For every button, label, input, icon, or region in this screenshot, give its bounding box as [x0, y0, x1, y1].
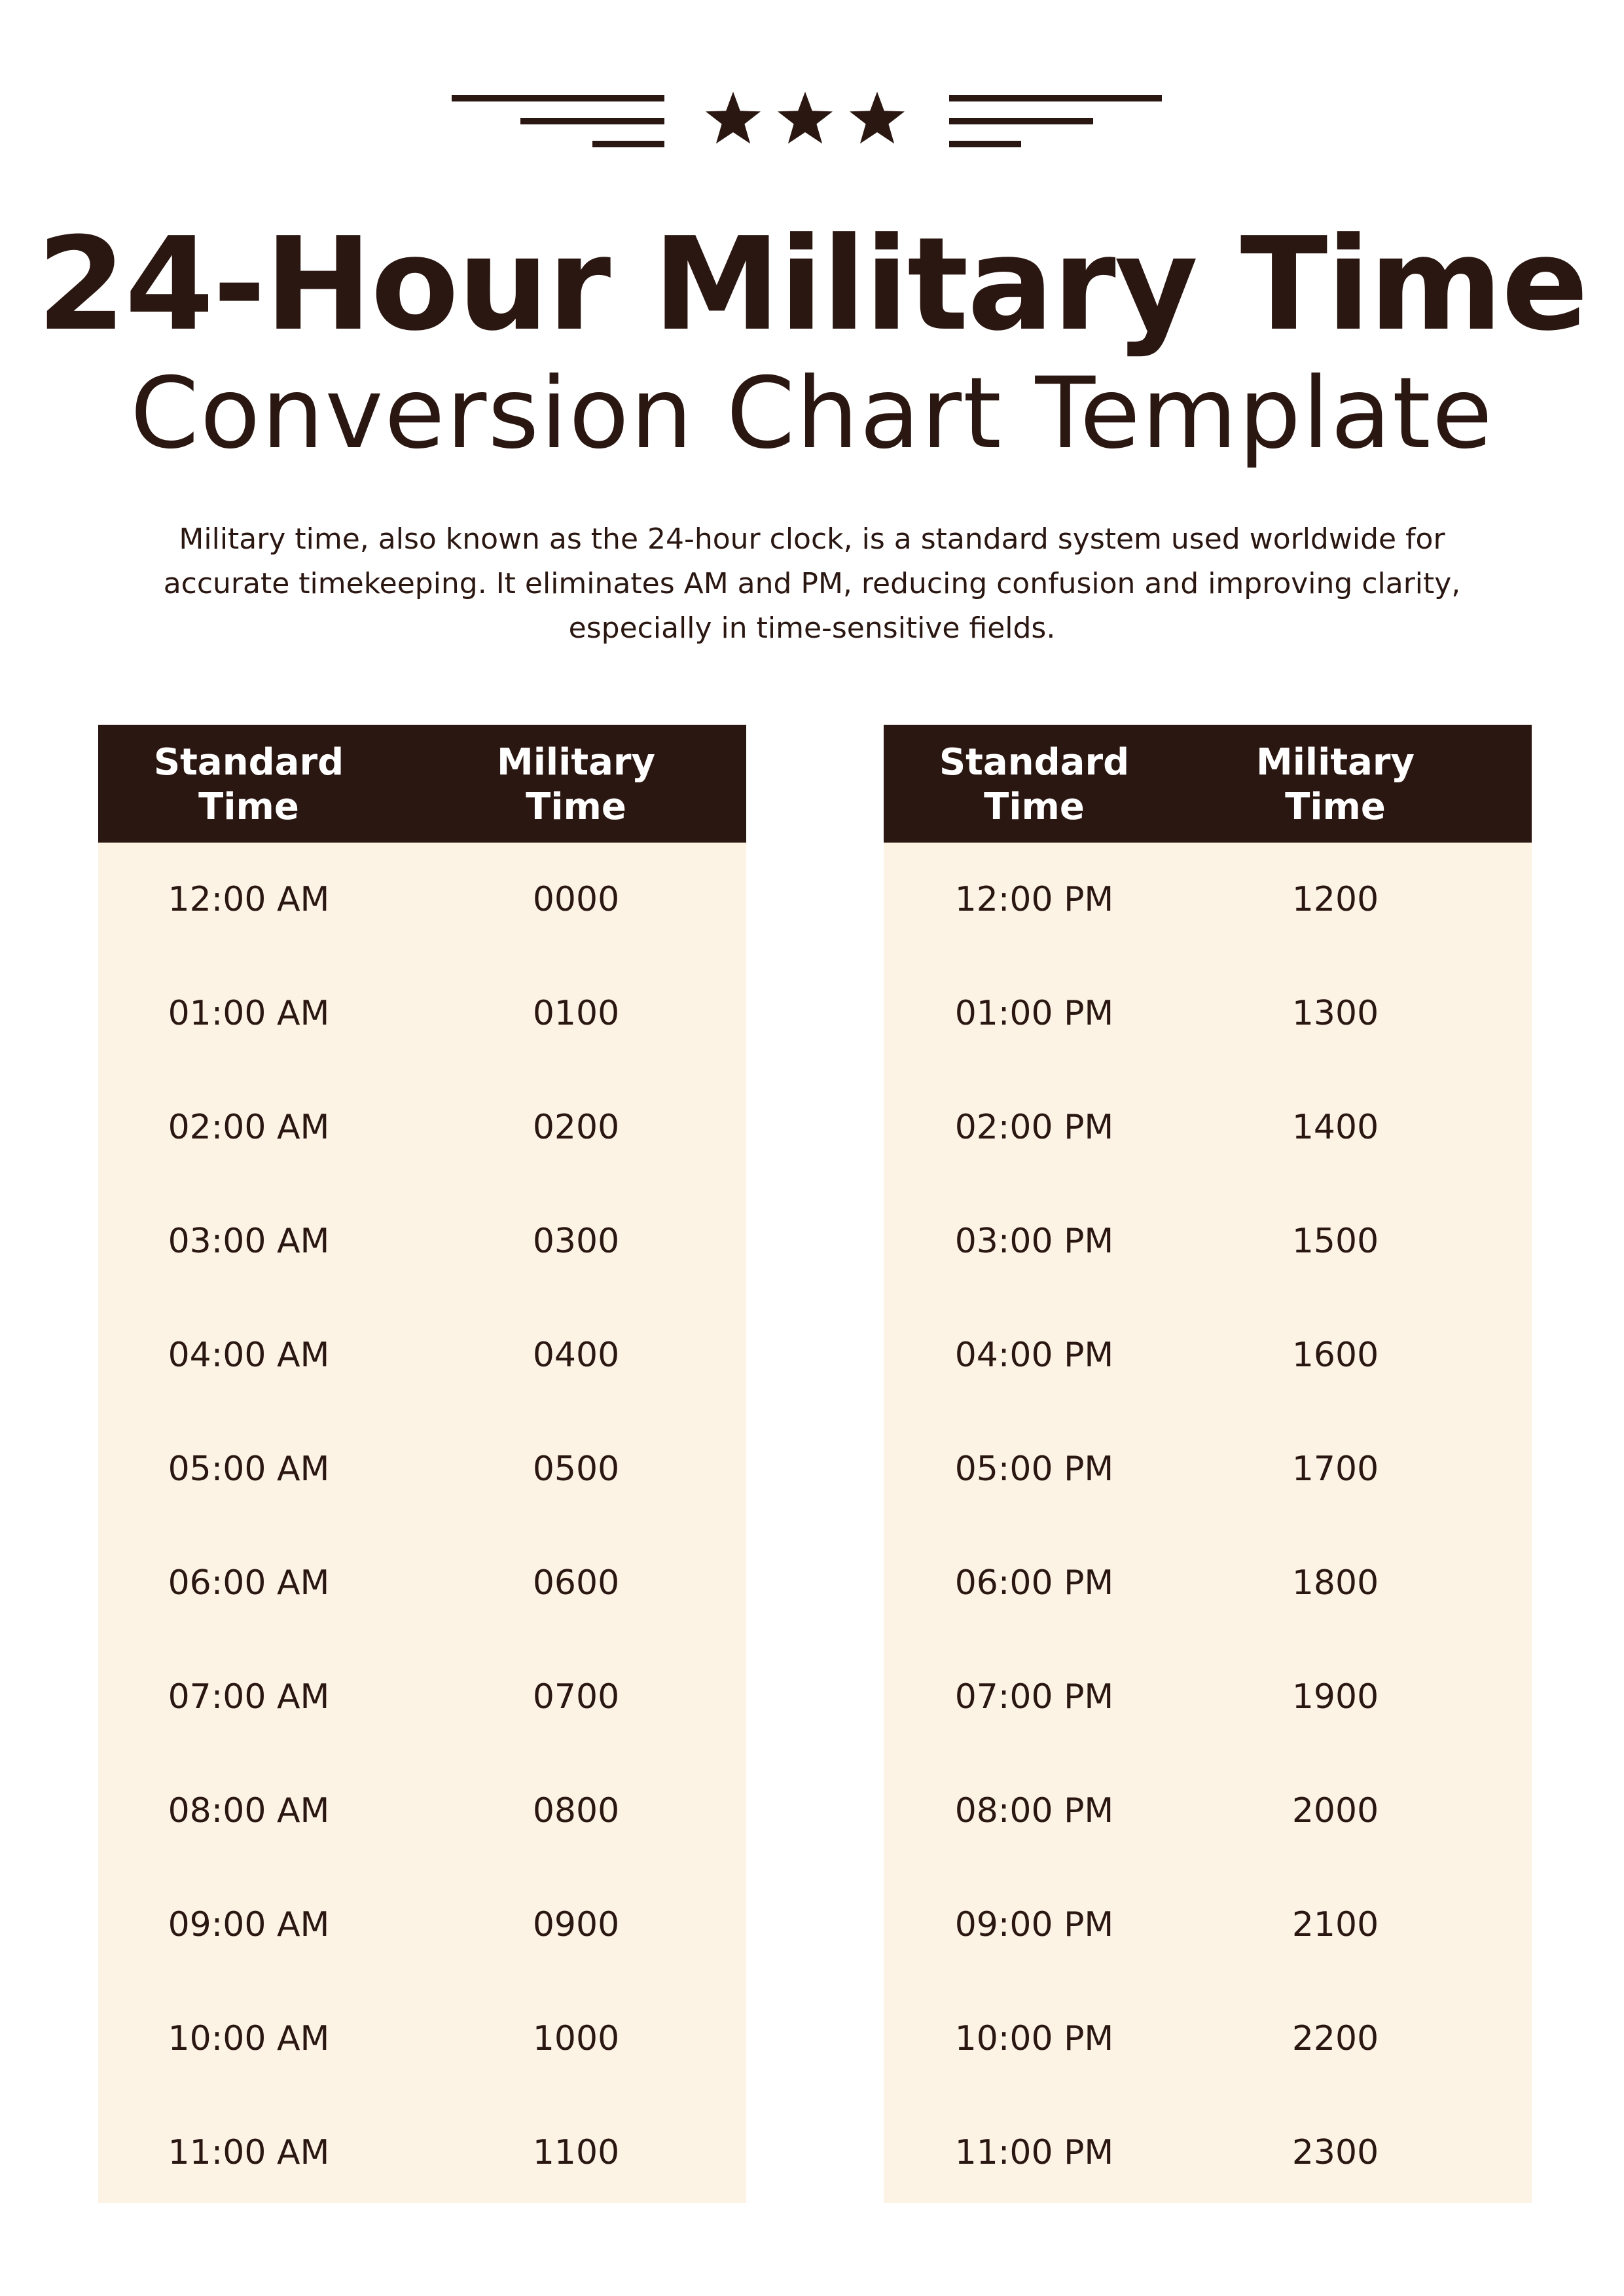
- table-row: [98, 843, 746, 957]
- table-row: [884, 2096, 1532, 2210]
- table-row: [98, 1070, 746, 1184]
- military-time-cell: 0900: [532, 1905, 620, 1944]
- table-row: [98, 1298, 746, 1412]
- table-row: [884, 1184, 1532, 1298]
- header-standard-line1: Standard: [153, 741, 344, 784]
- standard-time-cell: 11:00 PM: [954, 2133, 1114, 2172]
- header-standard-time: [903, 739, 1165, 831]
- star-icon: [850, 92, 905, 143]
- intro-paragraph: Military time, also known as the 24-hour clock, is a standard system used worldwide for accurate timekeeping. It eliminates AM and PM, reducing confusion and improving clarity, especially in time-sensitive fields.: [163, 522, 1461, 645]
- header-standard-line2: Time: [984, 786, 1085, 828]
- header-military-line1: Military: [497, 741, 655, 784]
- header-military-line2: Time: [1285, 786, 1386, 828]
- table-header: [884, 725, 1532, 843]
- standard-time-cell: 04:00 AM: [168, 1336, 330, 1375]
- table-row: [98, 1412, 746, 1526]
- military-time-cell: 1400: [1291, 1108, 1379, 1147]
- standard-time-cell: 11:00 AM: [168, 2133, 330, 2172]
- table-row: [884, 1982, 1532, 2096]
- military-time-cell: 1200: [1291, 880, 1379, 919]
- standard-time-cell: 10:00 PM: [954, 2019, 1114, 2058]
- military-time-cell: 1700: [1291, 1449, 1379, 1489]
- military-time-cell: 1500: [1291, 1222, 1379, 1261]
- table-row: [98, 1184, 746, 1298]
- table-row: [98, 2096, 746, 2210]
- standard-time-cell: 05:00 PM: [954, 1449, 1114, 1489]
- table-body: [884, 843, 1532, 2210]
- table-row: [884, 1526, 1532, 1640]
- standard-time-cell: 05:00 AM: [168, 1449, 330, 1489]
- table-row: [884, 1754, 1532, 1868]
- military-time-cell: 0100: [532, 994, 620, 1033]
- standard-time-cell: 04:00 PM: [954, 1336, 1114, 1375]
- standard-time-cell: 03:00 AM: [168, 1222, 330, 1261]
- table-row: [98, 1868, 746, 1982]
- military-time-cell: 1600: [1291, 1336, 1379, 1375]
- military-time-cell: 2200: [1291, 2019, 1379, 2058]
- military-time-cell: 0700: [532, 1677, 620, 1717]
- header-military-line1: Military: [1256, 741, 1415, 784]
- table-row: [884, 1868, 1532, 1982]
- table-row: [98, 957, 746, 1070]
- military-time-cell: 0200: [532, 1108, 620, 1147]
- standard-time-cell: 06:00 PM: [954, 1563, 1114, 1603]
- military-time-cell: 1800: [1291, 1563, 1379, 1603]
- standard-time-cell: 02:00 AM: [168, 1108, 330, 1147]
- standard-time-cell: 12:00 PM: [954, 880, 1114, 919]
- header-standard-line2: Time: [198, 786, 299, 828]
- table-header: [98, 725, 746, 843]
- standard-time-cell: 03:00 PM: [954, 1222, 1114, 1261]
- ornament-line-left-middle: [520, 118, 664, 124]
- header-military-line2: Time: [526, 786, 626, 828]
- table-row: [98, 1982, 746, 2096]
- military-time-cell: 2100: [1291, 1905, 1379, 1944]
- table-body: [98, 843, 746, 2210]
- table-row: [884, 1640, 1532, 1754]
- am-conversion-table: [98, 725, 746, 2203]
- table-row: [98, 1526, 746, 1640]
- military-time-cell: 1300: [1291, 994, 1379, 1033]
- standard-time-cell: 09:00 PM: [954, 1905, 1114, 1944]
- standard-time-cell: 01:00 AM: [168, 994, 330, 1033]
- header-military-time: [1198, 739, 1473, 831]
- table-row: [98, 1640, 746, 1754]
- standard-time-cell: 06:00 AM: [168, 1563, 330, 1603]
- military-time-cell: 1100: [532, 2133, 620, 2172]
- header-military-time: [445, 739, 707, 831]
- military-time-cell: 1000: [532, 2019, 620, 2058]
- military-time-cell: 0800: [532, 1791, 620, 1831]
- standard-time-cell: 02:00 PM: [954, 1108, 1114, 1147]
- header-ornament: [0, 0, 1624, 170]
- military-time-cell: 2000: [1291, 1791, 1379, 1831]
- ornament-line-left-bottom: [592, 141, 664, 147]
- table-row: [884, 957, 1532, 1070]
- standard-time-cell: 08:00 AM: [168, 1791, 330, 1831]
- page-subtitle: Conversion Chart Template: [130, 357, 1494, 471]
- page-title: 24-Hour Military Time: [37, 210, 1587, 359]
- military-time-cell: 0400: [532, 1336, 620, 1375]
- military-time-cell: 0000: [532, 880, 620, 919]
- military-time-cell: 1900: [1291, 1677, 1379, 1717]
- military-time-cell: 0600: [532, 1563, 620, 1603]
- standard-time-cell: 08:00 PM: [954, 1791, 1114, 1831]
- table-row: [98, 1754, 746, 1868]
- military-time-cell: 0500: [532, 1449, 620, 1489]
- standard-time-cell: 01:00 PM: [954, 994, 1114, 1033]
- standard-time-cell: 10:00 AM: [168, 2019, 330, 2058]
- table-row: [884, 1070, 1532, 1184]
- standard-time-cell: 07:00 PM: [954, 1677, 1114, 1717]
- star-icon: [706, 92, 761, 143]
- ornament-line-right-top: [949, 95, 1162, 101]
- ornament-line-left-top: [452, 95, 664, 101]
- header-standard-line1: Standard: [939, 741, 1130, 784]
- standard-time-cell: 09:00 AM: [168, 1905, 330, 1944]
- table-row: [884, 1298, 1532, 1412]
- ornament-line-right-middle: [949, 118, 1093, 124]
- military-time-cell: 0300: [532, 1222, 620, 1261]
- pm-conversion-table: [884, 725, 1532, 2203]
- table-row: [884, 1412, 1532, 1526]
- header-standard-time: [118, 739, 380, 831]
- ornament-line-right-bottom: [949, 141, 1021, 147]
- standard-time-cell: 07:00 AM: [168, 1677, 330, 1717]
- standard-time-cell: 12:00 AM: [168, 880, 330, 919]
- table-row: [884, 843, 1532, 957]
- military-time-cell: 2300: [1291, 2133, 1379, 2172]
- star-icon: [778, 92, 833, 143]
